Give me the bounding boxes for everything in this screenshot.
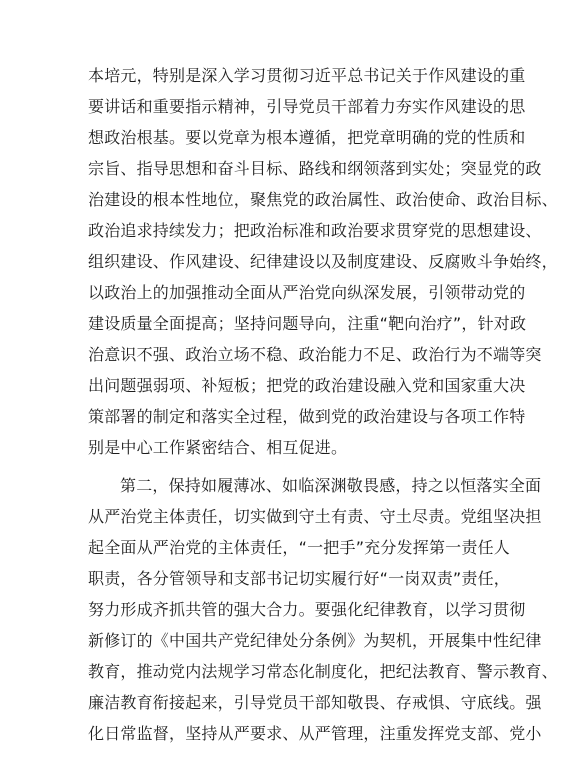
text-line: 要讲话和重要指示精神，引导党员干部着力夯实作风建设的思 xyxy=(88,97,526,116)
text-line: 别是中心工作紧密结合、相互促进。 xyxy=(88,438,348,457)
text-line: 想政治根基。要以党章为根本遵循，把党章明确的党的性质和 xyxy=(88,128,526,147)
text-line: 治意识不强、政治立场不稳、政治能力不足、政治行为不端等突 xyxy=(88,345,542,364)
text-line: 新修订的《中国共产党纪律处分条例》为契机，开展集中性纪律 xyxy=(88,631,542,650)
text-line: 本培元，特别是深入学习贯彻习近平总书记关于作风建设的重 xyxy=(88,66,526,85)
text-line: 教育，推动党内法规学习常态化制度化，把纪法教育、警示教育、 xyxy=(88,662,558,681)
text-line: 策部署的制定和落实全过程，做到党的政治建设与各项工作特 xyxy=(88,407,526,426)
text-line: 从严治党主体责任，切实做到守土有责、守土尽责。党组坚决担 xyxy=(88,507,542,526)
text-line: 政治追求持续发力；把政治标准和政治要求贯穿党的思想建设、 xyxy=(88,221,542,240)
text-line: 起全面从严治党的主体责任，“一把手”充分发挥第一责任人 xyxy=(88,538,510,557)
text-line: 化日常监督，坚持从严要求、从严管理，注重发挥党支部、党小 xyxy=(88,724,542,743)
text-line: 努力形成齐抓共管的强大合力。要强化纪律教育，以学习贯彻 xyxy=(88,600,526,619)
text-line: 组织建设、作风建设、纪律建设以及制度建设、反腐败斗争始终， xyxy=(88,252,558,271)
text-line: 第二，保持如履薄冰、如临深渊敬畏感，持之以恒落实全面 xyxy=(120,476,542,495)
text-line: 宗旨、指导思想和奋斗目标、路线和纲领落到实处；突显党的政 xyxy=(88,159,542,178)
text-line: 以政治上的加强推动全面从严治党向纵深发展，引领带动党的 xyxy=(88,283,526,302)
text-line: 廉洁教育衔接起来，引导党员干部知敬畏、存戒惧、守底线。强 xyxy=(88,693,542,712)
text-line: 职责，各分管领导和支部书记切实履行好“一岗双责”责任， xyxy=(88,569,510,588)
text-line: 出问题强弱项、补短板；把党的政治建设融入党和国家重大决 xyxy=(88,376,526,395)
text-line: 建设质量全面提高；坚持问题导向，注重“靶向治疗”，针对政 xyxy=(88,314,527,333)
text-line: 治建设的根本性地位，聚焦党的政治属性、政治使命、政治目标、 xyxy=(88,190,558,209)
